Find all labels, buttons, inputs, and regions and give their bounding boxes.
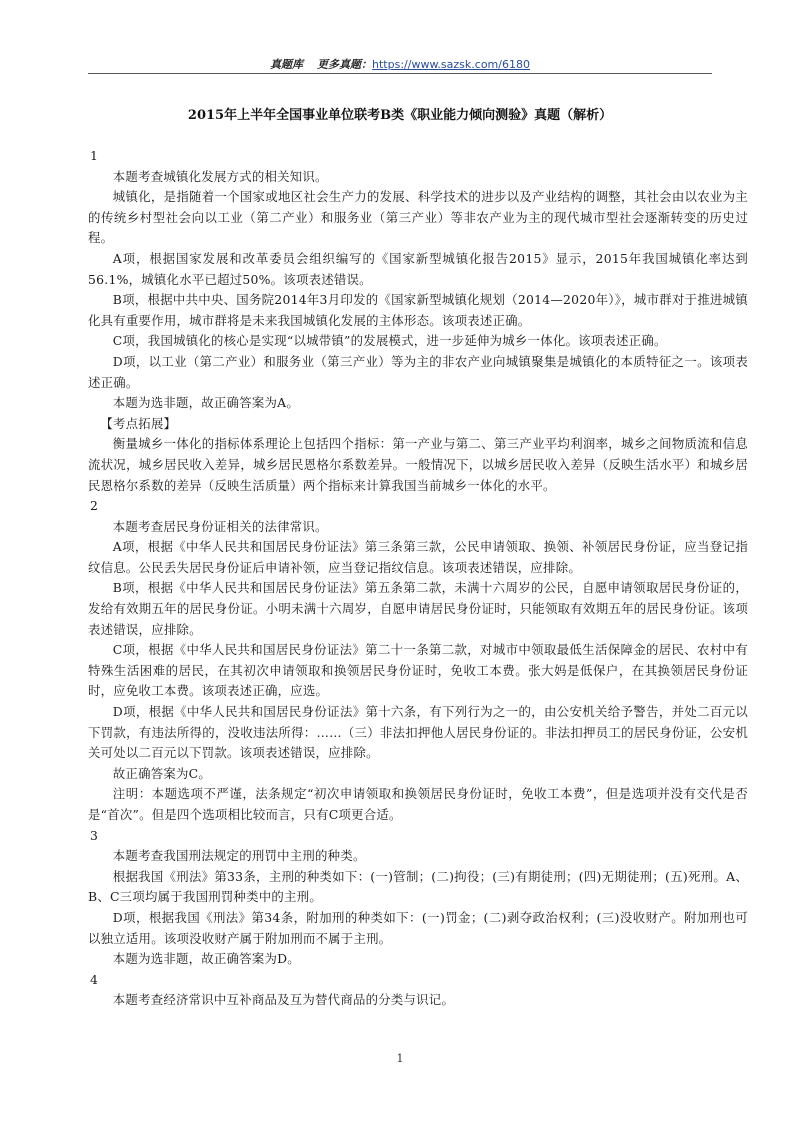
body-paragraph: 故正确答案为C。 (112, 765, 212, 781)
body-paragraph: 本题考查经济常识中互补商品及互为替代商品的分类与识记。 (112, 992, 455, 1008)
document-body (88, 146, 748, 1011)
body-paragraph: D项，根据《中华人民共和国居民身份证法》第十六条，有下列行为之一的，由公安机关给予警告，并处二百元以下罚款，有违法所得的，没收违法所得：……（三）非法扣押他人居民身份证的。非法扣押员工的居民身份证，公安机关可处以二百元以下罚款。该项表述错误，应排除。 (88, 704, 748, 761)
question-number: 4 (90, 971, 99, 987)
body-paragraph: A项，根据《中华人民共和国居民身份证法》第三条第三款，公民申请领取、换领、补领居民身份证，应当登记指纹信息。公民丢失居民身份证后申请补领，应当登记指纹信息。该项表述错误，应排除。 (88, 539, 748, 575)
page-number: 1 (396, 1052, 404, 1065)
body-paragraph: C项，根据《中华人民共和国居民身份证法》第二十一条第二款，对城市中领取最低生活保障金的居民、农村中有特殊生活困难的居民，在其初次申请领取和换领居民身份证时，免收工本费。张大妈是低保户，在其换领居民身份证时，应免收工本费。该项表述正确，应选。 (88, 642, 748, 699)
body-paragraph: 根据我国《刑法》第33条，主刑的种类如下：(一)管制；(二)拘役；(三)有期徒刑；(四)无期徒刑；(五)死刑。A、B、C三项均属于我国刑罚种类中的主刑。 (88, 868, 748, 905)
body-paragraph: B项，根据《中华人民共和国居民身份证法》第五条第二款，未满十六周岁的公民，自愿申请领取居民身份证的，发给有效期五年的居民身份证。小明未满十六周岁，自愿申请居民身份证时，只能领取有效期五年的居民身份证。该项表述错误，应排除。 (88, 580, 748, 637)
body-paragraph: 注明：本题选项不严谨，法条规定“初次申请领取和换领居民身份证时，免收工本费”，但是选项并没有交代是否是“首次”。但是四个选项相比较而言，只有C项更合适。 (88, 786, 748, 822)
header-site-label: 真题库 (270, 58, 304, 71)
body-paragraph: D项，根据我国《刑法》第34条，附加刑的种类如下：(一)罚金；(二)剥夺政治权利；(三)没收财产。附加刑也可以独立适用。该项没收财产属于附加刑而不属于主刑。 (88, 909, 748, 946)
body-paragraph: 本题考查城镇化发展方式的相关知识。 (112, 168, 328, 184)
body-paragraph: 本题为选非题，故正确答案为A。 (112, 395, 299, 411)
document-title: 2015年上半年全国事业单位联考B类《职业能力倾向测验》真题（解析） (187, 108, 613, 123)
body-paragraph: 衡量城乡一体化的指标体系理论上包括四个指标：第一产业与第二、第三产业平均利润率，城乡之间物质流和信息流状况，城乡居民收入差异，城乡居民恩格尔系数差异。一般情况下，以城乡居民收入差异（反映生活水平）和城乡居民恩格尔系数的差异（反映生活质量）两个指标来计算我国当前城乡一体化的水平。 (88, 436, 748, 493)
header-divider (88, 73, 712, 74)
body-paragraph: A项，根据国家发展和改革委员会组织编写的《国家新型城镇化报告2015》显示，2015年我国城镇化率达到56.1%，城镇化水平已超过50%。该项表述错误。 (88, 250, 748, 287)
body-paragraph: 城镇化，是指随着一个国家或地区社会生产力的发展、科学技术的进步以及产业结构的调整，其社会由以农业为主的传统乡村型社会向以工业（第二产业）和服务业（第三产业）等非农产业为主的现代城市型社会逐渐转变的历史过程。 (88, 189, 748, 246)
question-number: 2 (90, 498, 99, 514)
header-more-label: 更多真题： (317, 58, 373, 71)
body-paragraph: 本题考查我国刑法规定的刑罚中主刑的种类。 (112, 848, 366, 864)
body-paragraph: 本题为选非题，故正确答案为D。 (112, 951, 300, 967)
page-header (0, 56, 800, 72)
question-number: 1 (90, 148, 99, 163)
body-paragraph: 本题考查居民身份证相关的法律常识。 (112, 518, 328, 534)
body-paragraph: C项，我国城镇化的核心是实现“以城带镇”的发展模式，进一步延伸为城乡一体化。该项表述正确。 (112, 333, 667, 349)
section-heading: 【考点拓展】 (100, 415, 177, 431)
header-url-link[interactable]: https://www.sazsk.com/6180 (372, 58, 530, 71)
body-paragraph: D项，以工业（第二产业）和服务业（第三产业）等为主的非农产业向城镇聚集是城镇化的本质特征之一。该项表述正确。 (88, 353, 748, 390)
body-paragraph: B项，根据中共中央、国务院2014年3月印发的《国家新型城镇化规划（2014—2020年）》，城市群对于推进城镇化具有重要作用，城市群将是未来我国城镇化发展的主体形态。该项表述正确。 (88, 292, 748, 328)
question-number: 3 (90, 827, 99, 843)
